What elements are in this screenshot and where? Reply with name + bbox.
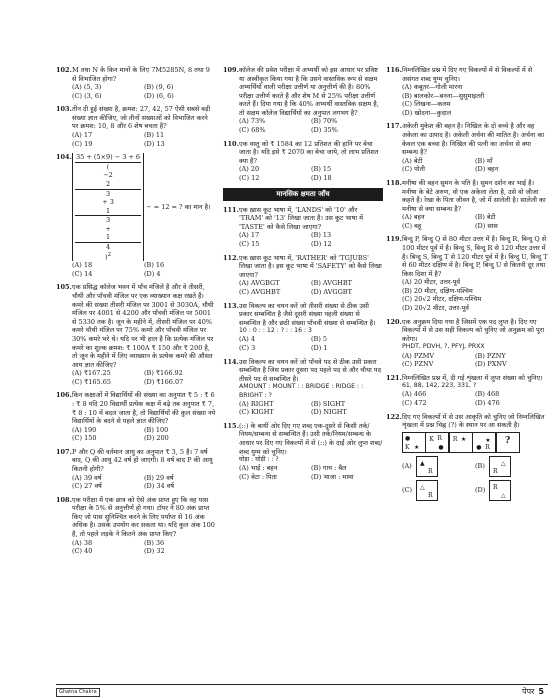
option[interactable]: (D) 200 [144,434,169,443]
question-header [223,302,383,328]
option[interactable]: (B) 20 मीटर, दक्षिण-पश्चिम [402,286,473,295]
column-left [56,66,216,561]
star-icon: ★ [485,436,491,444]
options-grid [239,335,383,352]
footer-rule [56,684,548,685]
page-footer [0,678,554,700]
option[interactable]: (B) 16 [144,261,165,270]
question-text: एक ख़ास कूट भाषा में, 'RATHER' को 'TGJUBS' लिखा जाता है। इस कूट भाषा में 'SAFETY' को कैसे लिखा जाएगा? [239,253,382,279]
figure-letter: R [493,483,498,491]
option[interactable]: (A) PZMV [402,351,435,360]
triangle-icon: △ [420,483,425,491]
question-header [386,66,548,83]
figure-letter: K [405,443,410,451]
option[interactable]: (D) 18 [311,173,332,182]
options-grid [402,352,548,369]
option[interactable]: (A) 20 [239,165,260,174]
option[interactable]: (A) ₹167.25 [72,369,111,378]
answer-figures [402,456,548,501]
option[interactable]: (C) 3 [239,344,256,353]
option[interactable]: (C) 14 [72,269,93,278]
options-grid [239,117,383,134]
option[interactable]: (A) 18 [72,261,93,270]
question-text: निम्नलिखित प्रश्न में, दी गई शृंखला में लुप्त संख्या को चुनिए। [402,373,543,382]
question-text: एक अनुक्रम दिया गया है जिसमें एक पद लुप्त है। दिए गए विकल्पों में से उस सही विकल्प को चुनिए जो अनुक्रम को पूरा करेगा। [402,317,545,343]
options-grid [72,539,216,556]
fraction-num: 2 [75,180,141,190]
options-grid [72,369,216,386]
question [56,153,216,278]
question-text: एक वस्तु को ₹ 1584 का 12 प्रतिशत की हानि पर बेचा जाता है। यदि इसे ₹ 2070 का बेचा जाये, तो लाभ प्रतिशत क्या है? [239,139,379,165]
question-header [223,422,383,456]
option[interactable]: (A) 17 [72,131,93,140]
question-text: मनीषा की बहन सुमन के पति है। सुमन दर्शन का भाई है। मनीषा के बेटे अरुण, वो एक अकेला लेता है, उसे वो जीजा कहते हैं। रेखा के पिता जीवन है, जो में सालेली है। सालेली का मनीषा से क्या सम्बन्ध है? [402,178,546,213]
question-series: 10 : 0 : : 12 : ? : : 16 : 3 [239,327,312,335]
question-text: दिए गए विकल्पों में से उस आकृति को चुनिए जो निम्नलिखित शृंखला में प्रश्न चिह्न (?) के स्थान पर आ सकती है। [402,412,545,430]
term: − [146,203,152,212]
option[interactable]: (D) 1 [311,344,328,353]
question-header [386,122,548,156]
question-number: 122. [386,412,402,421]
section-heading: मानसिक क्षमता जाँच [223,188,383,201]
options-grid [402,213,548,230]
options-list [402,278,548,312]
question [386,235,548,312]
option[interactable]: (A) 4 [239,335,255,344]
dot-icon: ● [405,434,411,442]
question-header [223,358,383,384]
fraction-den: 3 [105,189,111,198]
question-header [223,66,383,117]
option[interactable]: (A) कबूतर—गोली मारना [402,83,463,92]
option[interactable]: (C) 40 [72,547,93,556]
option[interactable]: (A) बेटी [402,156,423,165]
question-header [386,374,548,383]
question-header [56,105,216,131]
page-label: पेपर [522,687,535,696]
option[interactable]: (A) 190 [72,425,97,434]
answer-label: (D) [475,485,486,494]
option[interactable]: (B) माँ [475,156,493,165]
option[interactable]: (B) 5 [311,335,328,344]
figure-letter: K [429,435,434,443]
dot-icon: ● [438,443,444,451]
figure-cell [449,432,473,453]
triangle-icon: △ [501,459,506,467]
options-grid [72,474,216,491]
figure-cell [472,432,496,453]
option[interactable]: (C) 150 [72,434,97,443]
options-grid [239,464,383,481]
option[interactable]: (C) 15 [239,240,260,249]
question-header [56,448,216,474]
question-number: 106. [56,391,72,400]
option[interactable]: (D) 4 [144,269,161,278]
question-text: तीन दी हुई संख्या है, क्रमश: 27, 42, 57 ऐसी सबसे बड़ी संख्या ज्ञात कीजिए, जो तीनों संख्याओं को विभाजित करने पर क्रमश: 10, 8 और 6 शेष बचता है? [72,105,211,131]
answer-figure[interactable] [489,456,511,477]
option[interactable]: (C) KIGHT [239,408,274,417]
question-number: 103. [56,105,72,114]
question-number: 102. [56,66,72,74]
question-text: अकेली मुकेश की बहन है। निखिल के दो बच्चे है और वह अकेला का उत्पाद है। अकेली अर्चना की मातित है। अर्चना का केवल एक बच्चा है। निखिल की पत्नी का अर्चना से क्या सम्बन्ध है? [402,122,544,157]
question-header [56,283,216,369]
question-number: 109. [223,66,239,74]
expression-box [72,153,144,261]
question-text: निम्नलिखित प्रश्न में दिए गए विकल्पों में से विकल्पों में से असंगत शब्द युग्म चुनिए। [402,66,533,83]
option[interactable]: (D) 12 [311,240,332,249]
option[interactable]: (C) PZNV [402,360,434,369]
figure-letter: R [428,491,433,499]
question [223,254,383,297]
question-number: 119. [386,235,402,244]
option[interactable]: (B) (9, 6) [144,83,174,92]
denominator: ( −2 2 3 + 3 1 3 + 1 4 )$^2$ [75,163,141,262]
question-number: 108. [56,495,72,504]
option[interactable]: (A) 17 [239,231,260,240]
fraction-num: 1 [75,233,141,243]
question [386,179,548,230]
figure-cell [402,432,426,453]
question-text: कॉलेज की प्रवेश परीक्षा में अभ्यर्थी को इस आधार पर प्रविष्ट या अस्वीकृत किया गया है कि उसने वास्तविक रूप से सक्षम अभ्यर्थियों वाली परीक्षा उत्तीर्ण या अनुत्तीर्ण की है। 80% परीक्षा उत्तीर्ण करते है और शेष M से 25% परीक्षा उत्तीर्ण करते हैं। दिया गया है कि 40% अभ्यर्थी वास्तविक सक्षम है, तो सक्षम कॉलेज विद्यार्थियों का अनुपात लगभग है? [239,66,379,117]
option[interactable]: (D) 20√2 मीटर, उत्तर-पूर्व [402,304,469,313]
question [56,391,216,442]
question-number: 115. [223,421,239,430]
question-series: PHDT, PDVH, ?, PFYJ, PRXX [402,343,485,351]
options-grid [72,426,216,443]
option[interactable]: (C) 27 वर्ष [72,482,102,491]
question [223,422,383,482]
answer-label: (C) [402,485,413,494]
answer-figure[interactable] [489,480,511,501]
option[interactable]: (C) 472 [402,399,427,408]
column-middle [223,66,383,487]
question [56,496,216,556]
publisher-logo: Ghatna Chakra [56,688,100,697]
option[interactable]: (A) 20 मीटर, उत्तर-पूर्व [402,278,461,287]
options-grid [72,131,216,148]
term: + 3 [102,198,114,207]
option[interactable]: (C) 19 [72,139,93,148]
option[interactable]: (A) AVGBGT [239,279,280,288]
option[interactable]: (D) 13 [144,139,165,148]
option[interactable]: (D) 32 [144,547,165,556]
question [386,413,548,501]
question-number: 118. [386,178,402,187]
question-header [223,206,383,232]
figure-series [402,432,548,453]
option[interactable]: (A) 38 [72,538,93,547]
option[interactable]: (C) बहू [402,221,422,230]
fraction-den: 4 [105,242,111,251]
figure-letter: R [485,443,490,451]
option[interactable]: (B) गाय : बैल [311,464,347,473]
question-number: 113. [223,301,239,310]
question-header [386,179,548,213]
question-text: एक परीक्षा में एक छात्र को ऐसे अंक प्राप्त हुए कि वह पास परीक्षा के 5% से अनुत्तीर्ण हो गया। टॉपर ने 80 अंक प्राप्त किए जो पास सुनिश्चित करने के लिए पर्याप्त से 16 अंक अधिक है। उसके उपयोग कर सकता था। यदि कुल अंक 100 है, तो पहले लड़के ने कितने अंक प्राप्त किए? [72,495,215,539]
option[interactable]: (B) बेटी [475,213,496,222]
option[interactable]: (B) 468 [475,390,500,399]
question-header [56,66,216,83]
question [223,66,383,135]
option[interactable]: (C) बेटा : पिता [239,472,277,481]
question-text: M तथा N के किन मानों के लिए 7M5285N, 8 तथा 9 से विभाजित होगा? [72,66,210,83]
option[interactable]: (B) 70% [311,117,338,126]
option[interactable]: (A) 466 [402,390,427,399]
column-right [386,66,548,506]
question [56,105,216,148]
question [386,122,548,173]
option[interactable]: (C) AVGHBT [239,287,281,296]
question-header [386,413,548,430]
question-number: 112. [223,253,239,262]
question [223,140,383,183]
option[interactable]: (B) ₹166.92 [144,369,183,378]
option[interactable]: (C) (3, 6) [72,91,102,100]
option[interactable]: (D) (6, 6) [144,91,174,100]
term: −2 [103,171,113,180]
option[interactable]: (C) 20√2 मीटर, दक्षिण-पश्चिम [402,295,482,304]
options-grid [72,83,216,100]
option[interactable]: (D) AVGGBT [311,287,352,296]
question-text: एक प्रसिद्ध कॉलेज भवन में पाँच मंजिले है और वे तीसरी, चौथी और पाँचवी मंजिल पर एक व्याख्यान कक्ष रखते हैं। कमरे की संख्या तीसरी मंजिल पर 3001 से 3030A, चौथी मंजिल पर 4001 से 4200 और पाँचवी मंजिल पर 5001 से 5330 तक है। जून के महीने में, तीसरी मंजिल पर 40% कमरे चौथी मंजिल पर 75% कमरे और पाँचवी मंजिल पर 30% कमरे भरे थे। यदि पर भी हाल है कि प्रत्येक मंजिल पर कमरे का शुल्क क्रमश: ₹ 100A ₹ 150 और ₹ 200 है, तो जून के महीने में लिए व्याख्यान के प्रत्येक कमरे की औसत आय ज्ञात कीजिए? [72,283,214,369]
options-grid [402,157,548,174]
question-number: 114. [223,357,239,366]
question [56,283,216,386]
question [386,374,548,408]
answer-option[interactable] [402,480,475,501]
option[interactable]: (A) (5, 3) [72,83,102,92]
question [223,302,383,353]
question-text: किन कक्षाओं में विद्यार्थियों की संख्या का अनुपात ₹ 5 : ₹ 6 : ₹ 8 यदि 20 विद्यार्थी प्रत्येक कक्ष में बढ़े तब अनुपात ₹ 7, ₹ 8 : 10 में बदल जाता है, तो विद्यार्थियों की कुल संख्या नये विद्यार्थियों के बदने से पहले ज्ञात कीजिए? [72,391,216,426]
term: + [105,224,111,233]
figure-cell [425,432,449,453]
option[interactable]: (D) NIGHT [311,408,347,417]
question-header [56,153,216,261]
option[interactable]: (D) बहन [475,165,499,174]
question-text: उस विकल्प का चयन करें जो पाँचवे पद से ठीक उसी प्रकार सम्बन्धित है जिस प्रकार दूसरा पद पहले पद से और चौथा पद तीसरे पद से सम्बन्धित है। [239,357,382,383]
options-grid [239,231,383,248]
options-grid [72,261,216,278]
question-number: 110. [223,139,239,148]
answer-label: (B) [475,461,485,470]
option[interactable]: (D) 35% [311,126,338,135]
question [386,318,548,369]
fraction-den: 3 [105,216,111,225]
question-text [72,153,216,261]
question-number: 107. [56,447,72,456]
option[interactable]: (D) 34 वर्ष [144,482,175,491]
question [386,66,548,117]
triangle-icon: ▲ [420,459,425,467]
question-header [223,140,383,166]
option[interactable]: (A) भाई : बहन [239,464,278,473]
answer-option[interactable] [475,456,548,477]
option[interactable]: (D) भाजा : मामा [311,472,354,481]
option[interactable]: (A) 73% [239,117,266,126]
option[interactable]: (A) 39 वर्ष [72,473,102,482]
option[interactable]: (D) सास [475,221,498,230]
question-text: बिन्दु P, बिन्दु Q से 80 मीटर उत्तर में है। बिन्दु R, बिन्दु Q से 100 मीटर पूर्व में है। बिन्दु S, बिन्दु R से 120 मीटर उत्तर में है। बिन्दु S, बिन्दु T से 120 मीटर पूर्व में है। बिन्दु U, बिन्दु T से 60 मीटर दक्षिण में है। बिन्दु P, बिन्दु U से कितनी दूर तथा किस दिशा में है? [402,235,548,278]
main-fraction [75,153,141,261]
option[interactable]: (C) ₹165.65 [72,377,111,386]
question-text: P और Q की वर्तमान आयु का अनुपात ₹ 3, 5 है। 7 वर्ष बाद, Q की आयु 42 वर्ष हो जाएगी। 8 वर्ष बाद P की आयु कितनी होगी? [72,447,213,474]
page-num: 5 [538,687,544,696]
option[interactable]: (C) लिखना—कलम [402,100,451,109]
page-number [522,687,544,698]
answer-figure[interactable] [416,480,438,501]
question-text: (::) के बायीं ओर दिए गए शब्द एक-दूसरे से किसी तर्क/नियम/सम्बन्ध से सम्बन्धित हैं। उसी तर्क/नियम/सम्बन्ध के आधार पर दिए गए विकल्पों में से (::) के दाईं ओर लुप्त शब्द/शब्द युग्म को चुनिए। [239,421,383,456]
figure-letter: R [437,434,442,442]
answer-label: (A) [402,461,412,470]
question-number: 111. [223,205,239,214]
numerator: 35 + (5×9) − 3 + 6 [76,153,141,162]
question-text: उस विकल्प का चयन करें जो तीसरी संख्या से ठीक उसी प्रकार सम्बन्धित है जैसे दूसरी संख्या पहली संख्या से सम्बन्धित है और छठी संख्या पाँचवी संख्या से सम्बन्धित है। [239,301,376,327]
figure-letter: R [493,467,498,475]
option[interactable]: (B) बालकोर—बनना—सुसुमाइतरी [402,91,485,100]
option[interactable]: (C) 68% [239,126,266,135]
question-header [223,254,383,280]
options-grid [239,165,383,182]
star-icon: ★ [460,435,467,443]
option[interactable]: (D) PXNV [475,360,507,369]
option[interactable]: (C) पोती [402,165,425,174]
options-list [402,83,548,117]
star-icon: ★ [414,443,420,451]
figure-letter: R [428,467,433,475]
question-number: 120. [386,317,402,326]
question-header [386,235,548,278]
dot-icon: ● [476,443,482,451]
question-header [56,391,216,425]
options-grid [239,400,383,417]
answer-option[interactable] [402,456,475,477]
question-header [386,318,548,344]
question [223,358,383,417]
expression-tail: = 12 = ? का मान है। [153,203,211,212]
question-number: 116. [386,66,402,74]
triangle-icon: △ [501,491,506,499]
question-text: एक ख़ास कूट भाषा में, 'LANDS' को '10' और 'TRAM' को '13' लिखा जाता है। उस कूट भाषा में 'TASTE' को कैसे लिखा जाएगा? [239,205,363,231]
question-series: AMOUNT : MOUNT : : BRIDGE : RIDGE : : BRIGHT : ? [239,383,364,399]
option[interactable]: (A) RIGHT [239,399,274,408]
question-number: 121. [386,373,402,382]
question [56,448,216,491]
fraction-num: 1 [75,207,141,217]
question-series: 61, 88, 142, 223, 331, ? [402,382,477,390]
question-number: 105. [56,283,72,292]
question-number: 104. [56,153,72,162]
answer-option[interactable] [475,480,548,501]
option[interactable]: (D) खोदना—कुदाल [402,108,452,117]
question-header [56,496,216,539]
option[interactable]: (D) 476 [475,399,500,408]
question-number: 117. [386,122,402,131]
option[interactable]: (A) बहन [402,213,425,222]
option[interactable]: (B) PZNY [475,351,506,360]
figure-letter: R [452,435,458,443]
option[interactable]: (B) 36 [144,538,165,547]
option[interactable]: (B) SIGHT [311,399,346,408]
question-series: घोड़ा : घोड़ी : : ? [239,456,279,464]
missing-figure: ? [496,432,520,453]
option[interactable]: (B) 13 [311,231,332,240]
exponent: 2 [107,251,112,258]
option[interactable]: (B) 15 [311,165,332,174]
options-grid [402,390,548,407]
option[interactable]: (D) ₹166.07 [144,377,184,386]
option[interactable]: (B) AVGHBT [311,279,352,288]
options-grid [239,279,383,296]
answer-figure[interactable] [416,456,438,477]
question [56,66,216,100]
question [223,206,383,249]
option[interactable]: (B) 29 वर्ष [144,473,174,482]
option[interactable]: (C) 12 [239,173,260,182]
option[interactable]: (B) 100 [144,425,169,434]
option[interactable]: (B) 11 [144,131,165,140]
